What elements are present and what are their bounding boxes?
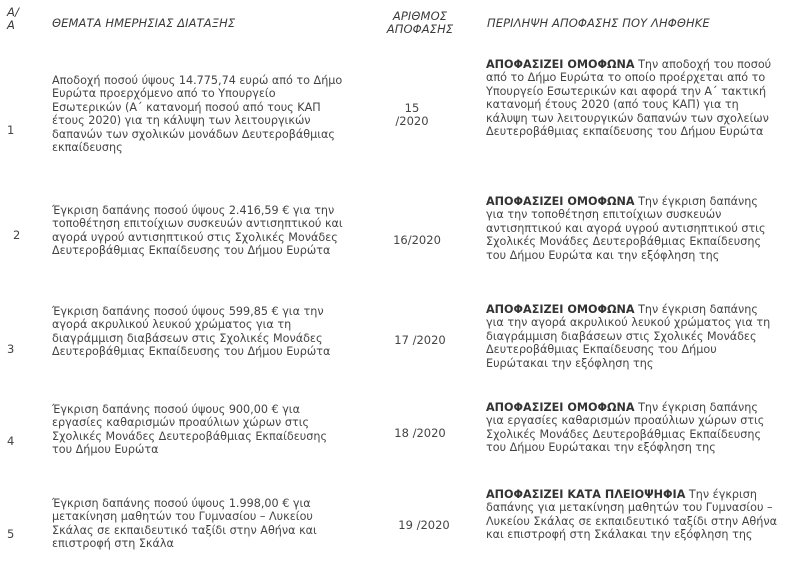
decision-verdict: ΑΠΟΦΑΣΙΖΕΙ ΟΜΟΦΩΝΑ (486, 195, 635, 208)
decision-verdict: ΑΠΟΦΑΣΙΖΕΙ ΟΜΟΦΩΝΑ (486, 303, 635, 316)
decision-text: Την έγκριση δαπάνης για την τοποθέτηση επιτοίχιων συσκευών αντισηπτικού και αγορά υγρού αντισηπτικού στις Σχολικές Μονάδες Δευτεροβάθμιας Εκπαίδευσης του Δήμου Ευρώτα και την εξόφληση της (486, 195, 766, 262)
row-number: 5 (7, 527, 15, 541)
decision-verdict: ΑΠΟΦΑΣΙΖΕΙ ΟΜΟΦΩΝΑ (486, 401, 635, 414)
row-number: 4 (7, 434, 15, 448)
row-decision-number: 17 /2020 (394, 333, 446, 347)
decision-text: Την έγκριση δαπάνης για την αγορά ακρυλικού λευκού χρώματος για τη διαγράμμιση διαβάσεων στις Σχολικές Μονάδες Δευτεροβάθμιας Εκπαίδευσης του Δήμου Ευρώτακαι την εξόφληση της (486, 303, 771, 370)
header-decision-number: ΑΡΙΘΜΟΣ ΑΠΟΦΑΣΗΣ (386, 9, 454, 36)
row-decision-number: 15 /2020 (395, 101, 429, 129)
row-number: 2 (13, 228, 21, 242)
row-number: 1 (7, 123, 15, 137)
row-decision-number: 19 /2020 (398, 518, 450, 532)
decision-verdict: ΑΠΟΦΑΣΙΖΕΙ ΟΜΟΦΩΝΑ (486, 58, 635, 71)
decision-text: Την έγκριση δαπάνης για μετακίνηση μαθητών του Γυμνασίου – Λυκείου Σκάλας σε εκπαιδευτικό ταξίδι στην Αθήνα και επιστροφή στη Σκάλακαι την εξόφληση της (486, 488, 777, 542)
row-number: 3 (7, 342, 15, 356)
row-topic: Έγκριση δαπάνης ποσού ύψους 2.416,59 € για την τοποθέτηση επιτοίχιων συσκευών αντισηπτικού και αγορά υγρού αντισηπτικού στις Σχολικές Μονάδες Δευτεροβάθμιας Εκπαίδευσης του Δήμου Ευρώτα (52, 204, 343, 258)
row-topic: Έγκριση δαπάνης ποσού ύψους 900,00 € για εργασίες καθαρισμών προαύλιων χώρων στις Σχολικές Μονάδες Δευτεροβάθμιας Εκπαίδευσης του Δήμου Ευρώτα (52, 403, 328, 457)
row-decision-number: 16/2020 (393, 233, 441, 247)
decision-verdict: ΑΠΟΦΑΣΙΖΕΙ ΚΑΤΑ ΠΛΕΙΟΨΗΦΙΑ (486, 488, 686, 501)
row-summary (486, 488, 786, 542)
row-topic: Έγκριση δαπάνης ποσού ύψους 1.998,00 € για μετακίνηση μαθητών του Γυμνασίου – Λυκείου Σκάλας σε εκπαιδευτικό ταξίδι στην Αθήνα και επιστροφή στη Σκάλα (52, 497, 317, 551)
row-summary (486, 58, 778, 138)
header-summary: ΠΕΡΙΛΗΨΗ ΑΠΟΦΑΣΗΣ ΠΟΥ ΛΗΦΘΗΚΕ (487, 16, 710, 30)
header-topics: ΘΕΜΑΤΑ ΗΜΕΡΗΣΙΑΣ ΔΙΑΤΑΞΗΣ (52, 16, 236, 30)
row-summary (486, 303, 778, 370)
decision-text: Την έγκριση δαπάνης για εργασίες καθαρισμών προαύλιων χώρων στις Σχολικές Μονάδες Δευτεροβάθμιας Εκπαίδευσης του Δήμου Ευρώτακαι την εξόφληση της (486, 401, 765, 455)
row-topic: Έγκριση δαπάνης ποσού ύψους 599,85 € για την αγορά ακρυλικού λευκού χρώματος για τη διαγράμμιση διαβάσεων στις Σχολικές Μονάδες Δευτεροβάθμιας Εκπαίδευσης του Δήμου Ευρώτα (52, 305, 331, 359)
row-decision-number: 18 /2020 (394, 426, 446, 440)
row-summary (486, 195, 778, 262)
row-topic: Αποδοχή ποσού ύψους 14.775,74 ευρώ από το Δήμο Ευρώτα προερχόμενο από το Υπουργείο Εσωτερικών (Α΄ κατανομή ποσού από τους ΚΑΠ έτους 2020) για τη κάλυψη των λειτουργικών δαπανών των σχολικών μονάδων Δευτεροβάθμιας εκπαίδευσης (52, 74, 343, 155)
decision-text: Την αποδοχή του ποσού από το Δήμο Ευρώτα το οποίο προέρχεται από το Υπουργείο Εσωτερικών και αφορά την Α΄ τακτική κατανομή έτους 2020 (από τους ΚΑΠ) για τη κάλυψη των λειτουργικών δαπανών των σχολείων Δευτεροβάθμιας εκπαίδευσης του Δήμου Ευρώτα (486, 58, 772, 139)
header-aa: Α/ Α (7, 5, 19, 32)
row-summary (486, 401, 778, 455)
